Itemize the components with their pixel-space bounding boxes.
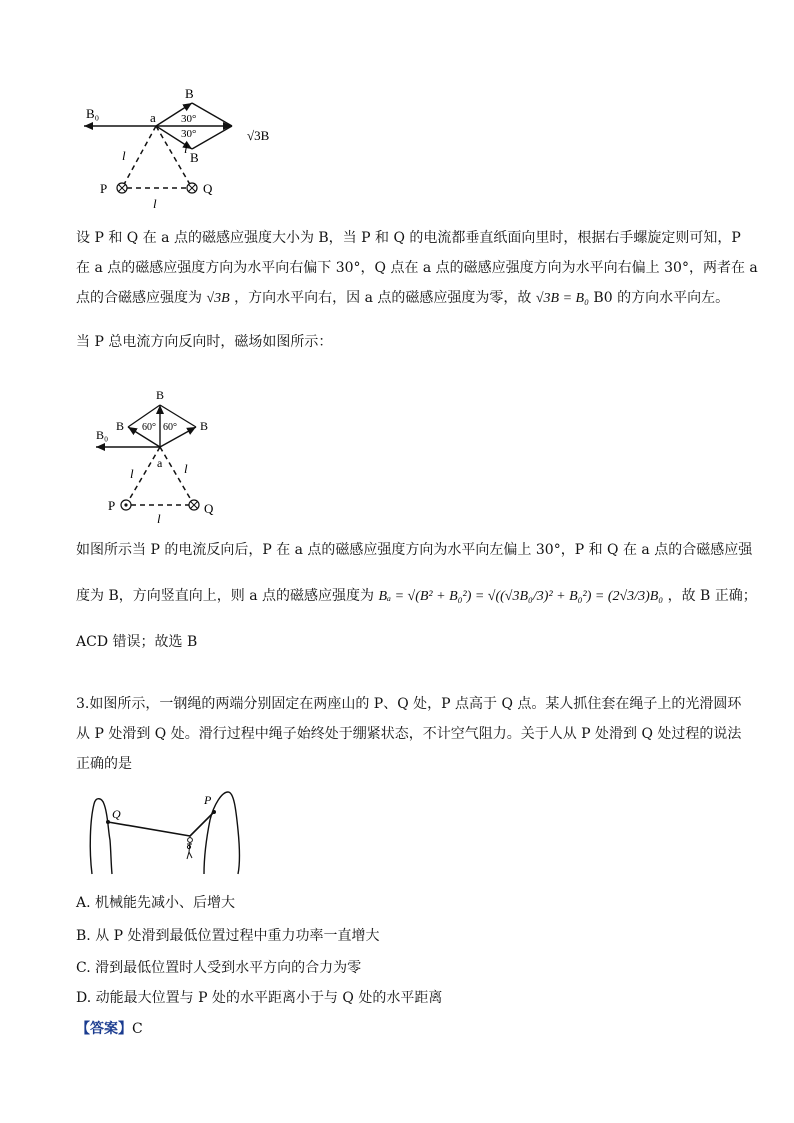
question-3-stem — [76, 694, 742, 784]
equation-ba: Bₐ = √(B² + B₀²) = √((√3B₀/3)² + B₀²) = (2√3/3)B₀ — [378, 589, 664, 604]
text-span: B0 的方向水平向左。 — [593, 290, 730, 306]
label-b-top: B — [156, 388, 165, 402]
label-angle-left: 60° — [142, 422, 156, 433]
equation-sqrt3b: √3B — [206, 291, 230, 306]
person-icon — [187, 836, 192, 859]
label-angle-right: 60° — [163, 422, 177, 433]
option-a: A. 机械能先减小、后增大 — [76, 895, 236, 911]
figure-2-field-diagram — [90, 385, 250, 525]
option-d: D. 动能最大位置与 P 处的水平距离小于与 Q 处的水平距离 — [76, 990, 443, 1006]
anchor-p — [212, 810, 216, 814]
explanation-paragraph-1 — [76, 228, 758, 330]
label-l-bottom: l — [153, 196, 157, 211]
label-p: P — [108, 498, 116, 513]
text-span: ，故 B 正确； — [667, 588, 757, 604]
option-b: B. 从 P 处滑到最低位置过程中重力功率一直增大 — [76, 928, 380, 944]
text-line: 正确的是 — [76, 756, 132, 772]
label-sqrt3b: √3B — [247, 128, 270, 143]
answer-tag: 【答案】 — [76, 1021, 132, 1037]
left-mountain — [90, 799, 112, 874]
label-l-left: l — [130, 466, 134, 481]
figure-3-cable-diagram — [86, 790, 246, 876]
dashed-line-pa — [122, 126, 156, 188]
label-angle-bottom: 30° — [181, 128, 197, 140]
text-line: 从 P 处滑到 Q 处。滑行过程中绳子始终处于绷紧状态，不计空气阻力。关于人从 P 处滑到 Q 处过程的说法 — [76, 726, 742, 742]
label-b-bottom: B — [190, 150, 199, 165]
label-b-top: B — [185, 86, 194, 101]
label-b-right: B — [200, 419, 209, 433]
text-line: 3.如图所示，一钢绳的两端分别固定在两座山的 P、Q 处，P 点高于 Q 点。某人抓住套在绳子上的光滑圆环 — [76, 696, 742, 712]
label-b0: B₀ — [96, 428, 109, 442]
label-l-left: l — [122, 148, 126, 163]
label-q: Q — [112, 807, 121, 821]
label-q: Q — [203, 181, 213, 196]
answer-value: C — [132, 1021, 143, 1037]
label-a: a — [150, 110, 156, 125]
text-line: ACD 错误；故选 B — [76, 634, 198, 650]
text-line — [76, 290, 730, 330]
current-into-page-icon — [187, 183, 197, 193]
parallelogram-edge — [192, 103, 232, 126]
label-b0: B₀ — [86, 106, 100, 121]
label-a: a — [157, 456, 163, 470]
label-p: P — [100, 181, 108, 196]
text-span: 点的合磁感应强度为 — [76, 290, 202, 306]
text-line: 当 P 总电流方向反向时，磁场如图所示： — [76, 334, 333, 350]
parallelogram-edge — [192, 126, 232, 149]
text-span: 度为 B，方向竖直向上，则 a 点的磁感应强度为 — [76, 588, 374, 604]
text-line: 设 P 和 Q 在 a 点的磁感应强度大小为 B，当 P 和 Q 的电流都垂直纸面向里时，根据右手螺旋定则可知，P — [76, 230, 741, 246]
label-l-right: l — [184, 461, 188, 476]
text-line — [76, 586, 757, 607]
option-c: C. 滑到最低位置时人受到水平方向的合力为零 — [76, 960, 362, 976]
dashed-line-qa — [160, 447, 194, 505]
label-l-bottom: l — [157, 511, 161, 525]
current-into-page-icon — [117, 183, 127, 193]
label-q: Q — [204, 501, 214, 516]
cable-right-segment — [190, 812, 214, 836]
anchor-q — [106, 820, 110, 824]
label-angle-top: 30° — [181, 113, 197, 125]
text-line: 如图所示当 P 的电流反向后，P 在 a 点的磁感应强度方向为水平向左偏上 30°，P 和 Q 在 a 点的合磁感应强 — [76, 542, 753, 558]
text-span: ，方向水平向右，因 a 点的磁感应强度为零，故 — [234, 290, 532, 306]
current-out-of-page-icon — [121, 500, 131, 510]
cable-left-segment — [108, 822, 190, 836]
label-b-left: B — [116, 419, 125, 433]
label-l-right: l — [184, 141, 188, 156]
text-line: 在 a 点的磁感应强度方向为水平向右偏下 30°，Q 点在 a 点的磁感应强度方向为水平向右偏上 30°，两者在 a — [76, 260, 758, 276]
figure-1-field-diagram — [80, 80, 290, 215]
answer-line — [76, 1018, 143, 1038]
label-p: P — [204, 793, 212, 807]
current-into-page-icon — [189, 500, 199, 510]
equation-sqrt3b-equals-b0: √3B = B₀ — [535, 291, 589, 306]
